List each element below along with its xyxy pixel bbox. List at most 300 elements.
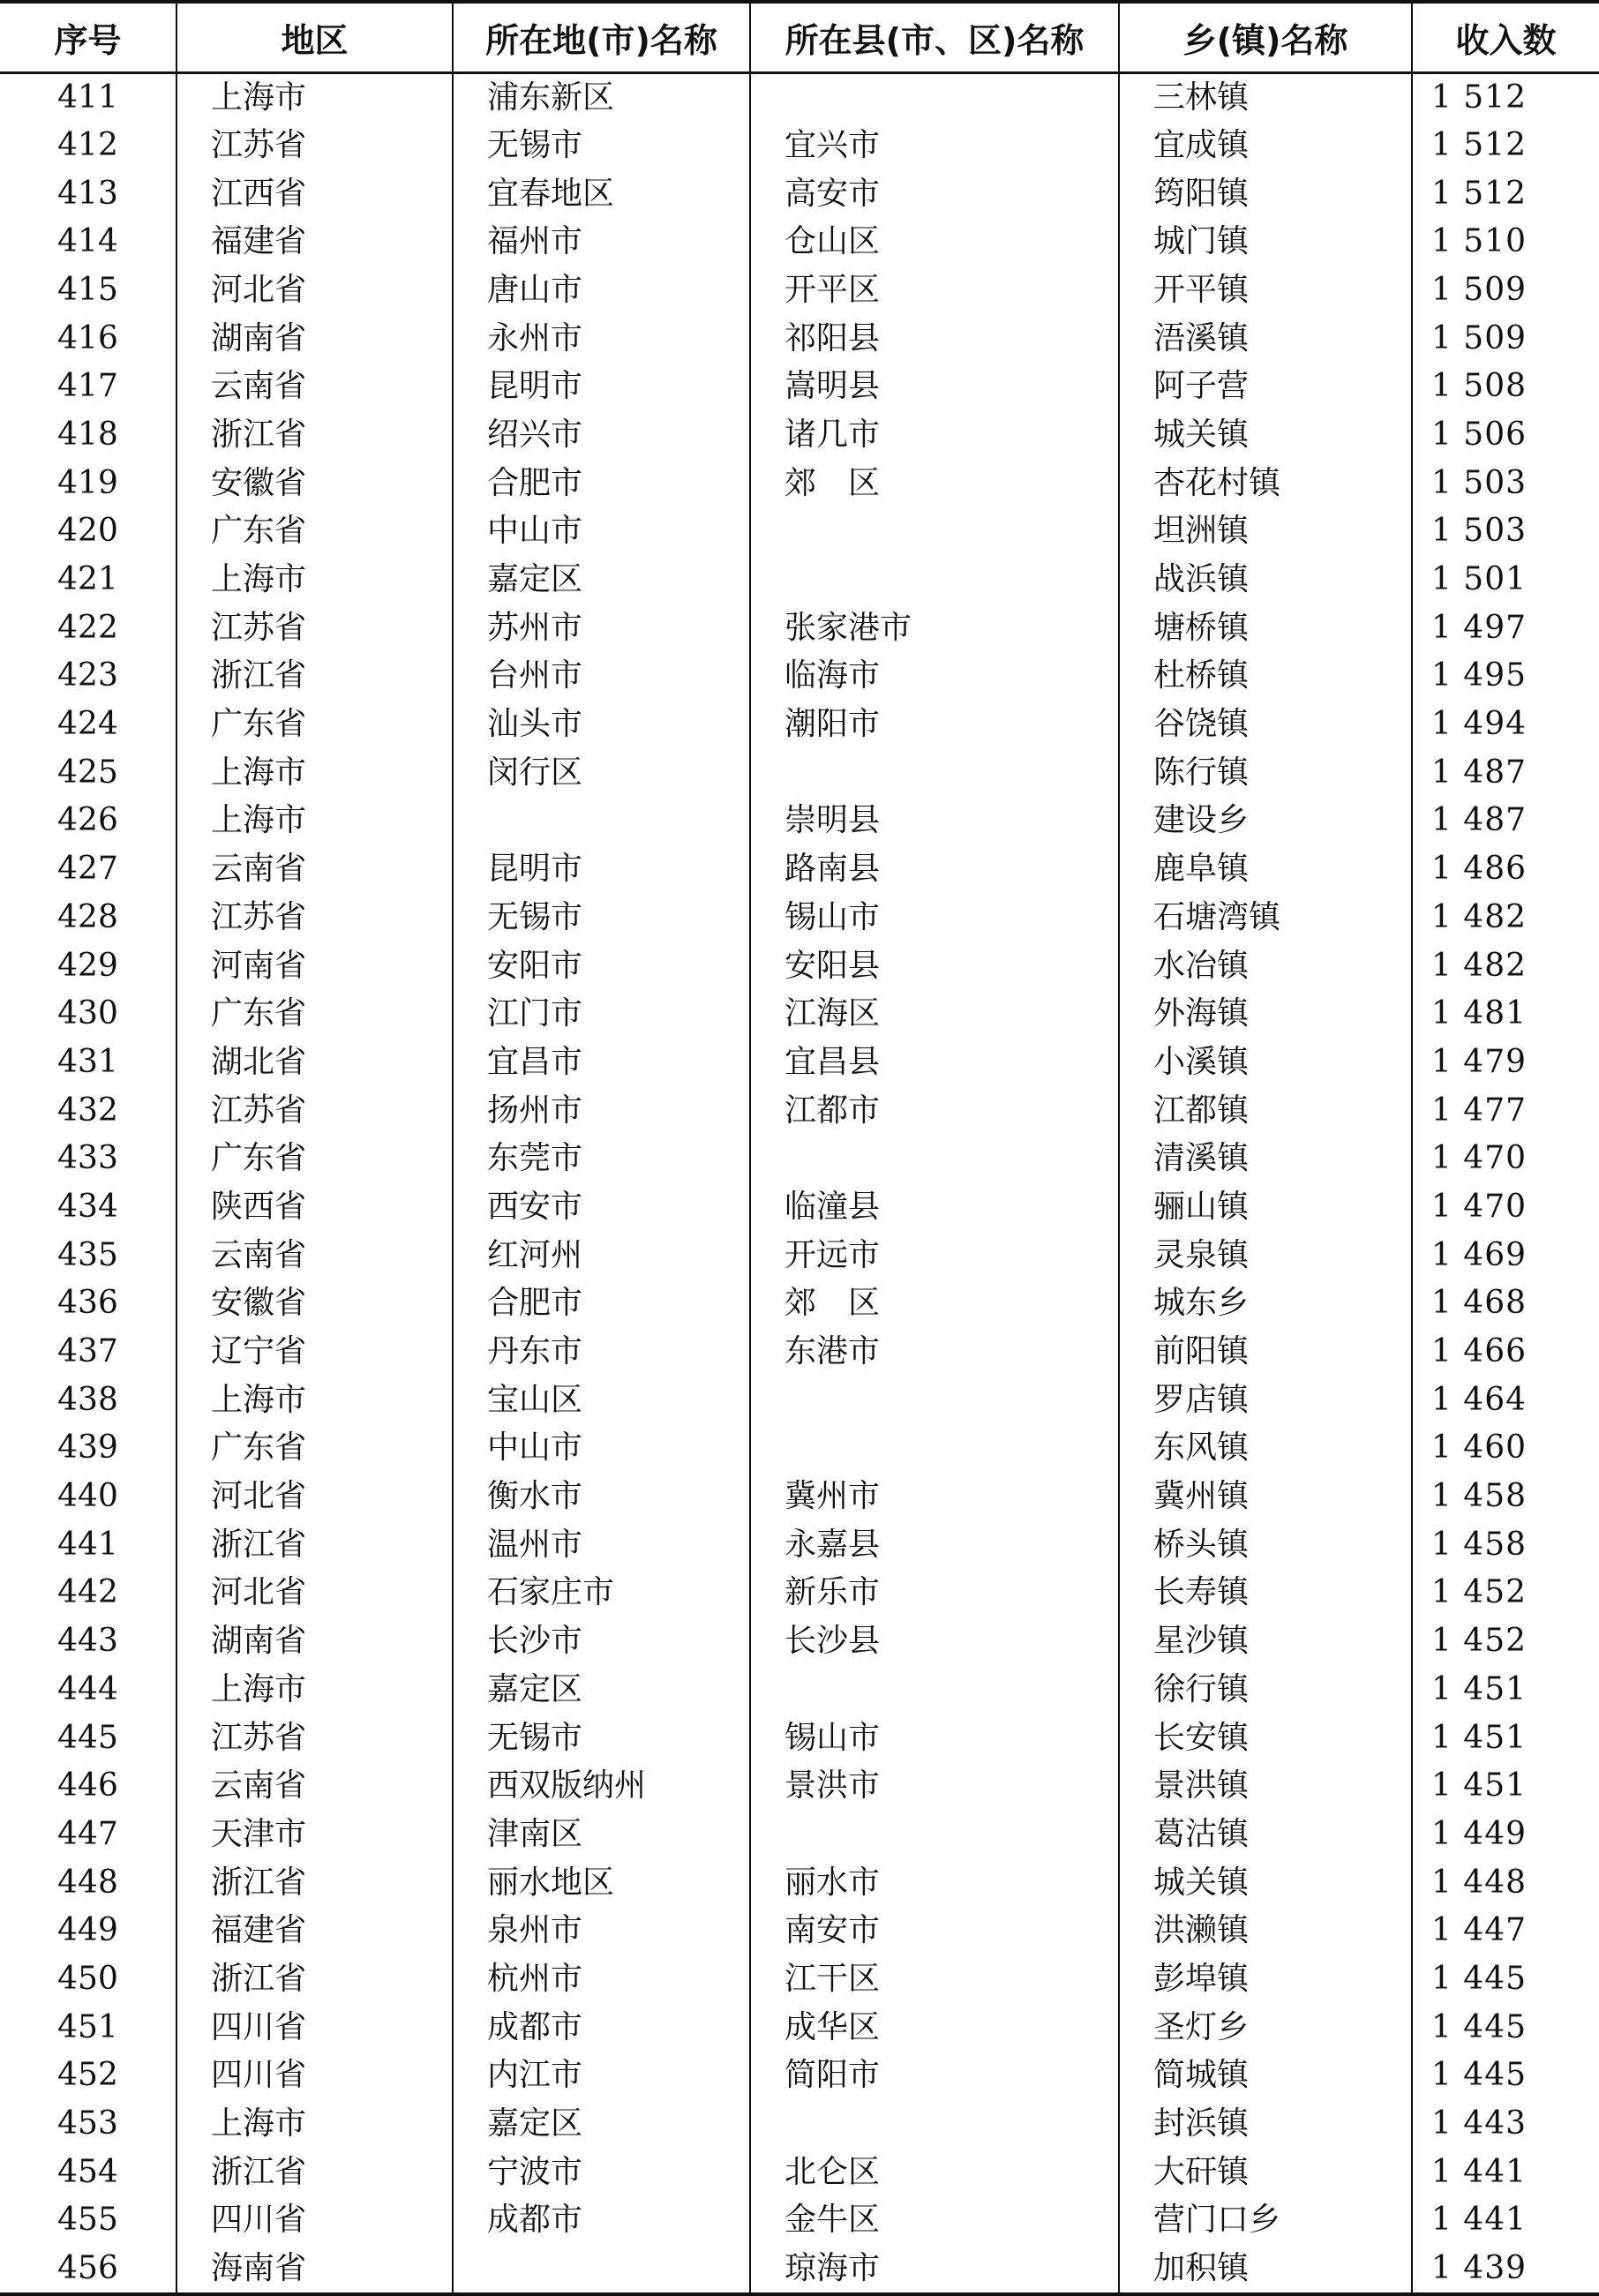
income-cell: 1 486 [1412, 845, 1599, 894]
table-row [0, 169, 1599, 218]
county-cell: 郊 区 [750, 459, 1119, 507]
table-row [0, 122, 1599, 170]
town-cell: 洪濑镇 [1119, 1907, 1412, 1955]
county-cell [750, 1811, 1119, 1859]
serial-cell: 452 [57, 2057, 118, 2094]
income-cell: 1 460 [1412, 1424, 1599, 1473]
table-row [0, 1955, 1599, 2004]
table-row [0, 604, 1599, 652]
table-row [0, 2196, 1599, 2245]
table-row [0, 2100, 1599, 2149]
county-cell: 宜昌县 [750, 1039, 1119, 1087]
table-row [0, 411, 1599, 460]
table-row [0, 556, 1599, 604]
county-cell [750, 507, 1119, 556]
table-row [0, 1039, 1599, 1087]
serial-cell: 444 [57, 1670, 118, 1707]
income-cell: 1 487 [1412, 748, 1599, 797]
table-row [0, 1473, 1599, 1521]
table-row [0, 218, 1599, 266]
table-row [0, 2052, 1599, 2100]
serial-cell: 455 [57, 2202, 118, 2239]
town-cell: 罗店镇 [1119, 1376, 1412, 1424]
income-cell: 1 441 [1412, 2196, 1599, 2245]
county-cell: 南安市 [750, 1907, 1119, 1955]
header-town-name: 乡(镇)名称 [1119, 2, 1412, 72]
table-row [0, 990, 1599, 1039]
county-cell [750, 1135, 1119, 1183]
income-cell: 1 449 [1412, 1811, 1599, 1859]
table-row [0, 1520, 1599, 1569]
county-cell: 成华区 [750, 2003, 1119, 2052]
town-cell: 东风镇 [1119, 1424, 1412, 1473]
city-cell: 唐山市 [453, 266, 750, 315]
serial-cell: 426 [57, 802, 118, 839]
city-cell: 安阳市 [453, 942, 750, 990]
region-cell: 河北省 [176, 1569, 453, 1617]
town-cell: 谷饶镇 [1119, 701, 1412, 749]
town-cell: 桥头镇 [1119, 1520, 1412, 1569]
table-row [0, 797, 1599, 845]
city-cell: 无锡市 [453, 122, 750, 170]
city-cell: 长沙市 [453, 1617, 750, 1666]
city-cell [453, 2245, 750, 2294]
table-row [0, 1135, 1599, 1183]
table-row [0, 1424, 1599, 1473]
county-cell: 锡山市 [750, 1714, 1119, 1762]
region-cell: 浙江省 [176, 1520, 453, 1569]
region-cell: 浙江省 [176, 1955, 453, 2004]
county-cell [750, 2100, 1119, 2149]
table-row [0, 894, 1599, 942]
table-row [0, 1666, 1599, 1714]
county-cell [750, 1424, 1119, 1473]
income-cell: 1 466 [1412, 1328, 1599, 1377]
income-cell: 1 448 [1412, 1858, 1599, 1907]
region-cell: 湖南省 [176, 314, 453, 363]
city-cell: 无锡市 [453, 1714, 750, 1762]
region-cell: 陕西省 [176, 1183, 453, 1232]
county-cell: 新乐市 [750, 1569, 1119, 1617]
serial-cell: 438 [57, 1381, 118, 1418]
region-cell: 浙江省 [176, 652, 453, 701]
city-cell: 西安市 [453, 1183, 750, 1232]
serial-cell: 416 [57, 319, 118, 356]
table-row [0, 1328, 1599, 1377]
region-cell: 四川省 [176, 2196, 453, 2245]
income-cell: 1 497 [1412, 604, 1599, 652]
income-cell: 1 487 [1412, 797, 1599, 845]
income-cell: 1 441 [1412, 2148, 1599, 2196]
income-cell: 1 452 [1412, 1617, 1599, 1666]
town-cell: 徐行镇 [1119, 1666, 1412, 1714]
table-row [0, 845, 1599, 894]
town-cell: 骊山镇 [1119, 1183, 1412, 1232]
header-row [0, 2, 1599, 72]
county-cell: 张家港市 [750, 604, 1119, 652]
county-cell: 开远市 [750, 1231, 1119, 1279]
city-cell: 津南区 [453, 1811, 750, 1859]
city-cell: 宜昌市 [453, 1039, 750, 1087]
town-cell: 冀州镇 [1119, 1473, 1412, 1521]
table-row [0, 1907, 1599, 1955]
income-cell: 1 508 [1412, 363, 1599, 411]
serial-cell: 434 [57, 1188, 118, 1225]
region-cell: 上海市 [176, 556, 453, 604]
table-row [0, 363, 1599, 411]
region-cell: 安徽省 [176, 1279, 453, 1328]
serial-cell: 423 [57, 657, 118, 694]
table-body [0, 72, 1599, 2294]
county-cell: 诸几市 [750, 411, 1119, 460]
table-row [0, 652, 1599, 701]
county-cell [750, 1666, 1119, 1714]
county-cell: 北仑区 [750, 2148, 1119, 2196]
income-cell: 1 452 [1412, 1569, 1599, 1617]
town-cell: 大矸镇 [1119, 2148, 1412, 2196]
county-cell: 安阳县 [750, 942, 1119, 990]
income-cell: 1 503 [1412, 459, 1599, 507]
income-cell: 1 482 [1412, 894, 1599, 942]
serial-cell: 443 [57, 1623, 118, 1660]
city-cell: 泉州市 [453, 1907, 750, 1955]
town-cell: 小溪镇 [1119, 1039, 1412, 1087]
income-cell: 1 495 [1412, 652, 1599, 701]
city-cell: 合肥市 [453, 459, 750, 507]
header-county-name: 所在县(市、区)名称 [750, 2, 1119, 72]
city-cell: 中山市 [453, 507, 750, 556]
table-row [0, 1569, 1599, 1617]
income-cell: 1 470 [1412, 1135, 1599, 1183]
region-cell: 上海市 [176, 1666, 453, 1714]
serial-cell: 414 [57, 223, 118, 260]
income-cell: 1 477 [1412, 1086, 1599, 1135]
town-cell: 城关镇 [1119, 411, 1412, 460]
region-cell: 上海市 [176, 797, 453, 845]
city-cell: 闵行区 [453, 748, 750, 797]
region-cell: 湖南省 [176, 1617, 453, 1666]
table-row [0, 1714, 1599, 1762]
region-cell: 河北省 [176, 266, 453, 315]
table-row [0, 748, 1599, 797]
serial-cell: 446 [57, 1767, 118, 1805]
region-cell: 河北省 [176, 1473, 453, 1521]
city-cell [453, 797, 750, 845]
table-row [0, 266, 1599, 315]
city-cell: 丽水地区 [453, 1858, 750, 1907]
town-cell: 彭埠镇 [1119, 1955, 1412, 2004]
serial-cell: 417 [57, 368, 118, 405]
header-city-name: 所在地(市)名称 [453, 2, 750, 72]
serial-cell: 453 [57, 2105, 118, 2142]
county-cell: 江干区 [750, 1955, 1119, 2004]
city-cell: 成都市 [453, 2196, 750, 2245]
table-row [0, 1231, 1599, 1279]
serial-cell: 411 [57, 79, 118, 116]
city-cell: 东莞市 [453, 1135, 750, 1183]
table-row [0, 2003, 1599, 2052]
city-cell: 红河州 [453, 1231, 750, 1279]
table-row [0, 1183, 1599, 1232]
serial-cell: 437 [57, 1333, 118, 1370]
income-cell: 1 445 [1412, 2052, 1599, 2100]
region-cell: 江苏省 [176, 122, 453, 170]
town-cell: 灵泉镇 [1119, 1231, 1412, 1279]
city-cell: 宜春地区 [453, 169, 750, 218]
town-cell: 封浜镇 [1119, 2100, 1412, 2149]
table-row [0, 1376, 1599, 1424]
serial-cell: 445 [57, 1719, 118, 1756]
header-serial-number: 序号 [0, 2, 176, 72]
city-cell: 西双版纳州 [453, 1762, 750, 1811]
county-cell: 开平区 [750, 266, 1119, 315]
town-cell: 江都镇 [1119, 1086, 1412, 1135]
header-income: 收入数 [1412, 2, 1599, 72]
county-cell: 临海市 [750, 652, 1119, 701]
table-row [0, 507, 1599, 556]
table-row [0, 2245, 1599, 2294]
county-cell [750, 72, 1119, 122]
county-cell: 高安市 [750, 169, 1119, 218]
city-cell: 无锡市 [453, 894, 750, 942]
serial-cell: 456 [0, 2245, 176, 2294]
city-cell: 汕头市 [453, 701, 750, 749]
town-cell: 简城镇 [1119, 2052, 1412, 2100]
town-cell: 葛沽镇 [1119, 1811, 1412, 1859]
table-row [0, 459, 1599, 507]
income-cell: 1 458 [1412, 1473, 1599, 1521]
region-cell: 湖北省 [176, 1039, 453, 1087]
region-cell: 云南省 [176, 1231, 453, 1279]
city-cell: 宝山区 [453, 1376, 750, 1424]
region-cell: 广东省 [176, 1135, 453, 1183]
town-cell: 三林镇 [1119, 72, 1412, 122]
income-cell: 1 482 [1412, 942, 1599, 990]
serial-cell: 429 [57, 947, 118, 984]
town-cell: 宜成镇 [1119, 122, 1412, 170]
county-cell [750, 748, 1119, 797]
income-cell: 1 509 [1412, 266, 1599, 315]
serial-cell: 428 [57, 898, 118, 935]
region-cell: 天津市 [176, 1811, 453, 1859]
county-cell: 简阳市 [750, 2052, 1119, 2100]
city-cell: 宁波市 [453, 2148, 750, 2196]
serial-cell: 454 [57, 2153, 118, 2190]
table-row [0, 701, 1599, 749]
serial-cell: 425 [57, 754, 118, 791]
town-cell: 战浜镇 [1119, 556, 1412, 604]
county-cell: 江海区 [750, 990, 1119, 1039]
income-cell: 1 470 [1412, 1183, 1599, 1232]
income-cell: 1 451 [1412, 1666, 1599, 1714]
county-cell: 锡山市 [750, 894, 1119, 942]
serial-cell: 435 [57, 1236, 118, 1273]
county-cell: 金牛区 [750, 2196, 1119, 2245]
table-row [0, 72, 1599, 122]
header-region: 地区 [176, 2, 453, 72]
town-cell: 外海镇 [1119, 990, 1412, 1039]
region-cell: 海南省 [176, 2245, 453, 2294]
income-cell: 1 512 [1412, 169, 1599, 218]
city-cell: 石家庄市 [453, 1569, 750, 1617]
income-cell: 1 447 [1412, 1907, 1599, 1955]
region-cell: 江苏省 [176, 604, 453, 652]
city-cell: 昆明市 [453, 845, 750, 894]
serial-cell: 419 [57, 464, 118, 501]
region-cell: 江西省 [176, 169, 453, 218]
town-cell: 坦洲镇 [1119, 507, 1412, 556]
city-cell: 嘉定区 [453, 1666, 750, 1714]
town-cell: 水冶镇 [1119, 942, 1412, 990]
region-cell: 广东省 [176, 507, 453, 556]
city-cell: 苏州市 [453, 604, 750, 652]
county-cell [750, 556, 1119, 604]
income-cell: 1 512 [1412, 72, 1599, 122]
income-cell: 1 451 [1412, 1762, 1599, 1811]
serial-cell: 412 [57, 126, 118, 163]
serial-cell: 433 [57, 1140, 118, 1177]
income-cell: 1 439 [1412, 2245, 1599, 2294]
city-cell: 内江市 [453, 2052, 750, 2100]
region-cell: 四川省 [176, 2003, 453, 2052]
county-cell: 琼海市 [750, 2245, 1119, 2294]
city-cell: 永州市 [453, 314, 750, 363]
serial-cell: 427 [57, 851, 118, 888]
county-cell [750, 1376, 1119, 1424]
region-cell: 云南省 [176, 1762, 453, 1811]
region-cell: 广东省 [176, 990, 453, 1039]
region-cell: 四川省 [176, 2052, 453, 2100]
town-cell: 塘桥镇 [1119, 604, 1412, 652]
county-cell: 仓山区 [750, 218, 1119, 266]
income-cell: 1 481 [1412, 990, 1599, 1039]
serial-cell: 449 [57, 1912, 118, 1949]
table-row [0, 1086, 1599, 1135]
city-cell: 浦东新区 [453, 72, 750, 122]
county-cell: 潮阳市 [750, 701, 1119, 749]
city-cell: 福州市 [453, 218, 750, 266]
region-cell: 上海市 [176, 72, 453, 122]
region-cell: 江苏省 [176, 1086, 453, 1135]
income-cell: 1 464 [1412, 1376, 1599, 1424]
income-cell: 1 443 [1412, 2100, 1599, 2149]
county-cell: 崇明县 [750, 797, 1119, 845]
region-cell: 辽宁省 [176, 1328, 453, 1377]
serial-cell: 442 [57, 1574, 118, 1611]
serial-cell: 440 [57, 1478, 118, 1515]
income-cell: 1 512 [1412, 122, 1599, 170]
town-cell: 阿子营 [1119, 363, 1412, 411]
serial-cell: 431 [57, 1043, 118, 1080]
serial-cell: 421 [57, 561, 118, 598]
table-row [0, 1279, 1599, 1328]
serial-cell: 430 [57, 995, 118, 1032]
table-row [0, 1858, 1599, 1907]
town-cell: 清溪镇 [1119, 1135, 1412, 1183]
city-cell: 扬州市 [453, 1086, 750, 1135]
town-cell: 城关镇 [1119, 1858, 1412, 1907]
region-cell: 浙江省 [176, 411, 453, 460]
county-cell: 丽水市 [750, 1858, 1119, 1907]
county-cell: 临潼县 [750, 1183, 1119, 1232]
income-cell: 1 458 [1412, 1520, 1599, 1569]
income-cell: 1 445 [1412, 1955, 1599, 2004]
city-cell: 杭州市 [453, 1955, 750, 2004]
serial-cell: 447 [57, 1815, 118, 1852]
town-cell: 陈行镇 [1119, 748, 1412, 797]
serial-cell: 448 [57, 1864, 118, 1901]
serial-cell: 413 [57, 175, 118, 212]
town-cell: 建设乡 [1119, 797, 1412, 845]
city-cell: 嘉定区 [453, 556, 750, 604]
region-cell: 江苏省 [176, 1714, 453, 1762]
region-cell: 上海市 [176, 1376, 453, 1424]
town-cell: 营门口乡 [1119, 2196, 1412, 2245]
town-cell: 长寿镇 [1119, 1569, 1412, 1617]
table-row [0, 942, 1599, 990]
table-row [0, 1617, 1599, 1666]
table-row [0, 2148, 1599, 2196]
serial-cell: 439 [57, 1429, 118, 1467]
serial-cell: 415 [57, 271, 118, 308]
region-cell: 浙江省 [176, 2148, 453, 2196]
city-cell: 丹东市 [453, 1328, 750, 1377]
table-header [0, 2, 1599, 72]
region-cell: 福建省 [176, 218, 453, 266]
city-cell: 绍兴市 [453, 411, 750, 460]
county-cell: 路南县 [750, 845, 1119, 894]
table-row [0, 1762, 1599, 1811]
region-cell: 上海市 [176, 748, 453, 797]
county-cell: 祁阳县 [750, 314, 1119, 363]
town-cell: 城门镇 [1119, 218, 1412, 266]
town-cell: 长安镇 [1119, 1714, 1412, 1762]
income-cell: 1 479 [1412, 1039, 1599, 1087]
serial-cell: 420 [57, 513, 118, 550]
region-cell: 广东省 [176, 1424, 453, 1473]
town-cell: 石塘湾镇 [1119, 894, 1412, 942]
county-cell: 嵩明县 [750, 363, 1119, 411]
county-cell: 江都市 [750, 1086, 1119, 1135]
county-cell: 宜兴市 [750, 122, 1119, 170]
region-cell: 安徽省 [176, 459, 453, 507]
serial-cell: 424 [57, 706, 118, 743]
income-cell: 1 451 [1412, 1714, 1599, 1762]
region-cell: 广东省 [176, 701, 453, 749]
city-cell: 温州市 [453, 1520, 750, 1569]
serial-cell: 441 [57, 1526, 118, 1563]
income-cell: 1 506 [1412, 411, 1599, 460]
county-cell: 东港市 [750, 1328, 1119, 1377]
town-cell: 鹿阜镇 [1119, 845, 1412, 894]
city-cell: 昆明市 [453, 363, 750, 411]
county-cell: 永嘉县 [750, 1520, 1119, 1569]
serial-cell: 432 [57, 1092, 118, 1129]
county-cell: 冀州市 [750, 1473, 1119, 1521]
town-cell: 杏花村镇 [1119, 459, 1412, 507]
town-cell: 加积镇 [1119, 2245, 1412, 2294]
table-row [0, 314, 1599, 363]
town-cell: 浯溪镇 [1119, 314, 1412, 363]
town-cell: 城东乡 [1119, 1279, 1412, 1328]
region-cell: 河南省 [176, 942, 453, 990]
serial-cell: 422 [57, 609, 118, 646]
income-cell: 1 509 [1412, 314, 1599, 363]
income-cell: 1 469 [1412, 1231, 1599, 1279]
city-cell: 台州市 [453, 652, 750, 701]
income-cell: 1 468 [1412, 1279, 1599, 1328]
city-cell: 嘉定区 [453, 2100, 750, 2149]
